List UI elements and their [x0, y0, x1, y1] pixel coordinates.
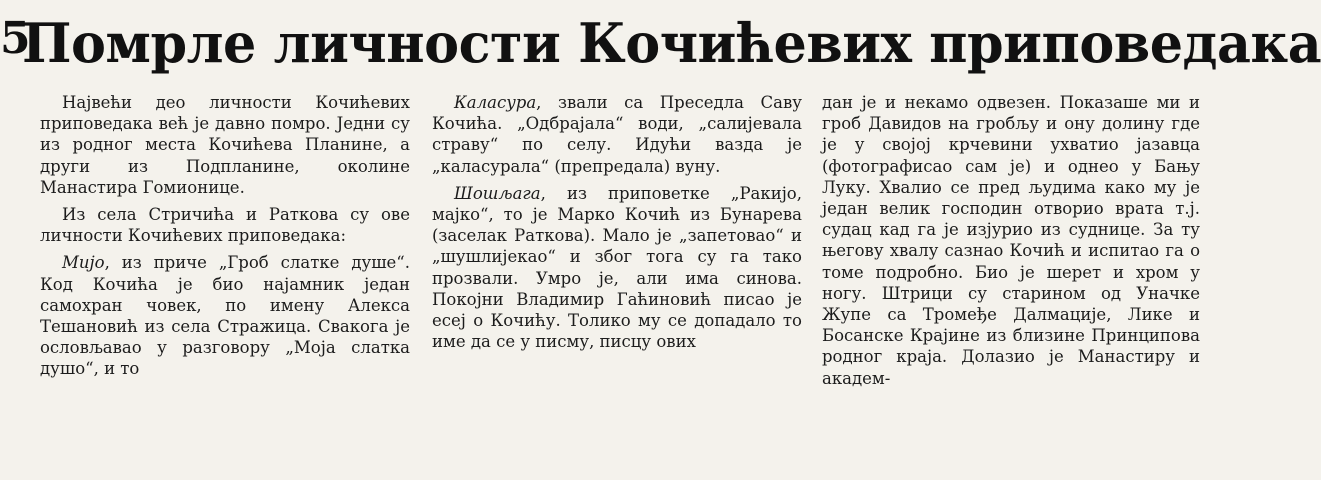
paragraph-text: Највећи део личности Кочићевих приповедака већ је давно помро. Једни су из родног места Кочићева Планине, а други из Подпланине, околине Манастира Гомионице.: [40, 93, 410, 197]
paragraph: [40, 252, 410, 379]
edge-fragment: 5: [0, 13, 31, 64]
paragraph-text: , из приповетке „Ракијо, мајко“, то је Марко Кочић из Бунарева (заселак Раткова). Мало је „запетовао“ и „шушлијекао“ и због тога су га тако прозвали. Умро је, али има синова. Покојни Владимир Гаћиновић писао је есеј о Кочићу. Толико му се допадало то име да се у писму, писцу ових: [432, 183, 802, 352]
paragraph-lead: Шошљага: [454, 183, 541, 203]
text-column-1: [40, 92, 410, 480]
paragraph-text: , звали са Преседла Саву Кочића. „Одбрајала“ води, „салијевала страву“ по селу. Идући вазда је „каласурала“ (препредала) вуну.: [432, 93, 802, 176]
paragraph-text: , из приче „Гроб слатке душе“. Код Кочића је био најамник један самохран човек, по имену Алекса Тешановић из села Стражица. Свакога је ословљавао у разговору „Моја слатка душо“, и то: [40, 253, 410, 379]
text-column-2: [432, 92, 802, 480]
paragraph: [432, 92, 802, 177]
paragraph: [40, 204, 410, 246]
paragraph-text: Из села Стричића и Раткова су ове личности Кочићевих приповедака:: [40, 205, 410, 246]
paragraph: [432, 183, 802, 353]
text-column-3: [822, 92, 1200, 480]
article-headline: Помрле личности Кочићевих приповедака: [22, 11, 1321, 75]
paragraph-text: дан је и некамо одвезен. Показаше ми и гроб Давидов на гробљу и ону долину где је у својој крчевини ухватио јазавца (фотографисао сам је) и однео у Бању Луку. Хвалио се пред људима како му је један велик господин отворио врата т.ј. судац кад га је изјурио из суднице. За ту његову хвалу сазнао Кочић и испитао га о томе подробно. Био је шерет и хром у ногу. Штрици су старином од Уначке Жупе са Тромеђе Далмације, Лике и Босанске Крајине из близине Принципова родног краја. Долазио је Манастиру и академ-: [822, 93, 1200, 388]
paragraph-lead: Мијо: [62, 253, 105, 273]
paragraph-lead: Каласура: [454, 93, 537, 112]
paragraph: [822, 92, 1200, 389]
paragraph: [40, 92, 410, 198]
